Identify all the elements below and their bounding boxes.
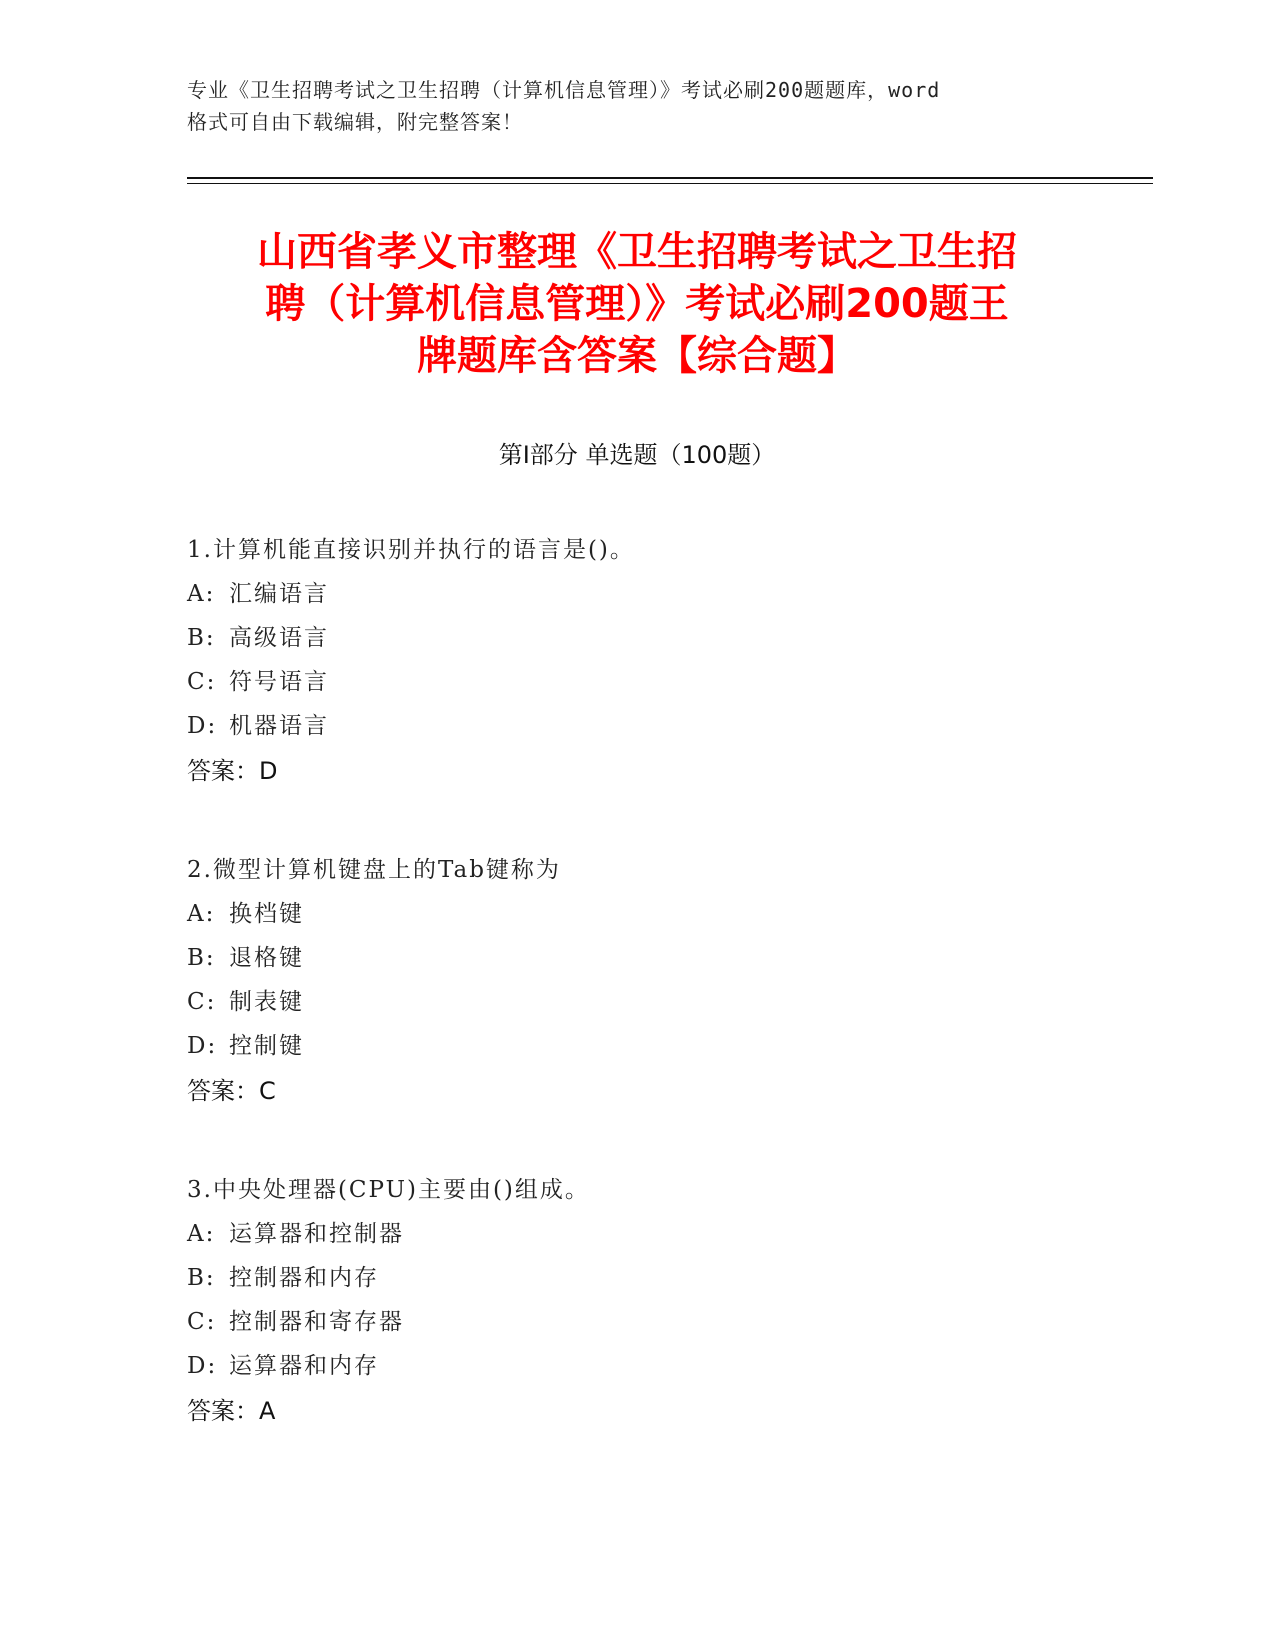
option-text: 退格键 <box>229 945 304 971</box>
question-option-a <box>187 1212 1153 1256</box>
question-answer: 答案：A <box>187 1397 276 1425</box>
option-text: 高级语言 <box>229 625 329 651</box>
question-stem: 3.中央处理器(CPU)主要由()组成。 <box>187 1177 590 1203</box>
option-key: D: <box>187 1353 218 1379</box>
option-text: 符号语言 <box>229 669 329 695</box>
document-title-line-3: 牌题库含答案【综合题】 <box>417 333 857 379</box>
option-text: 控制器和寄存器 <box>229 1309 404 1335</box>
question-option-c <box>187 1300 1153 1344</box>
option-text: 控制键 <box>229 1033 304 1059</box>
document-title <box>187 226 1087 382</box>
question-answer: 答案：C <box>187 1077 276 1105</box>
option-key: A: <box>187 581 216 607</box>
question-item <box>187 1168 1153 1434</box>
option-text: 运算器和内存 <box>229 1353 379 1379</box>
header-divider-thick <box>187 177 1153 179</box>
option-key: A: <box>187 901 216 927</box>
header-note-line-1: 专业《卫生招聘考试之卫生招聘（计算机信息管理）》考试必刷200题题库，word <box>187 78 941 102</box>
header-divider-thin <box>187 183 1153 184</box>
option-text: 运算器和控制器 <box>229 1221 404 1247</box>
document-title-line-1: 山西省孝义市整理《卫生招聘考试之卫生招 <box>257 229 1017 275</box>
question-option-d <box>187 1344 1153 1388</box>
document-title-line-2: 聘（计算机信息管理）》考试必刷200题王 <box>265 281 1009 327</box>
option-key: C: <box>187 1309 217 1335</box>
option-key: B: <box>187 1265 216 1291</box>
option-key: A: <box>187 1221 216 1247</box>
option-text: 机器语言 <box>229 713 329 739</box>
option-key: C: <box>187 669 217 695</box>
option-text: 制表键 <box>229 989 304 1015</box>
question-option-b <box>187 1256 1153 1300</box>
question-option-a <box>187 572 1153 616</box>
question-option-c <box>187 660 1153 704</box>
question-option-c <box>187 980 1153 1024</box>
question-item <box>187 848 1153 1114</box>
option-text: 控制器和内存 <box>229 1265 379 1291</box>
option-key: D: <box>187 1033 218 1059</box>
question-option-d <box>187 704 1153 748</box>
question-answer: 答案：D <box>187 757 278 785</box>
option-key: D: <box>187 713 218 739</box>
option-text: 汇编语言 <box>229 581 329 607</box>
header-note <box>187 74 1087 138</box>
option-text: 换档键 <box>229 901 304 927</box>
question-option-a <box>187 892 1153 936</box>
question-stem: 2.微型计算机键盘上的Tab键称为 <box>187 857 561 883</box>
question-item <box>187 528 1153 794</box>
question-list <box>187 528 1153 1488</box>
option-key: B: <box>187 945 216 971</box>
option-key: C: <box>187 989 217 1015</box>
section-title: 第I部分 单选题（100题） <box>498 441 776 469</box>
option-key: B: <box>187 625 216 651</box>
question-stem: 1.计算机能直接识别并执行的语言是()。 <box>187 537 635 563</box>
question-option-b <box>187 936 1153 980</box>
header-note-line-2: 格式可自由下载编辑，附完整答案！ <box>187 110 523 134</box>
question-option-d <box>187 1024 1153 1068</box>
question-option-b <box>187 616 1153 660</box>
